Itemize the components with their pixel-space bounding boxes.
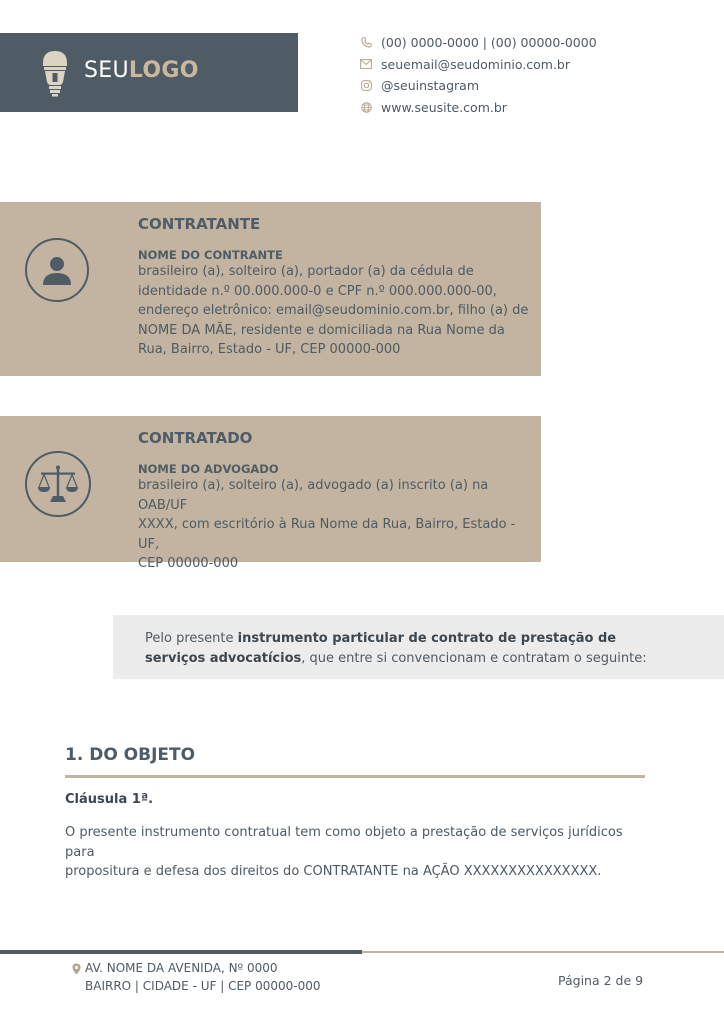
- intro-bold-2: serviços advocatícios: [145, 651, 302, 666]
- party-name: NOME DO CONTRANTE: [138, 248, 283, 262]
- intro-suffix: , que entre si convencionam e contratam o seguinte:: [301, 651, 647, 666]
- party-desc-line: endereço eletrônico: email@seudominio.com.br, filho (a) de: [138, 303, 529, 318]
- footer-address-line-1: AV. NOME DA AVENIDA, Nº 0000: [85, 961, 278, 975]
- contact-instagram-text: @seuinstagram: [381, 78, 480, 94]
- contact-email-text: seuemail@seudominio.com.br: [381, 56, 570, 72]
- footer-address-line-2: BAIRRO | CIDADE - UF | CEP 00000-000: [85, 978, 321, 993]
- globe-icon: [360, 101, 372, 113]
- footer-divider-dark: [0, 950, 362, 954]
- logo-bar: [0, 33, 298, 112]
- lightbulb-logo-icon: [40, 49, 70, 97]
- person-icon: [40, 253, 74, 287]
- intro-box: [113, 615, 724, 679]
- party-desc-line: identidade n.º 00.000.000-0 e CPF n.º 000.000.000-00,: [138, 283, 497, 299]
- clause-heading: Cláusula 1ª.: [65, 792, 154, 807]
- contact-email: [360, 54, 597, 76]
- party-desc-line: Rua, Bairro, Estado - UF, CEP 00000-000: [138, 342, 401, 357]
- email-icon: [360, 58, 372, 70]
- party-desc-line: CEP 00000-000: [138, 556, 239, 571]
- clause-body: [65, 823, 655, 882]
- scales-icon-circle: [25, 451, 91, 517]
- contratado-box: [0, 416, 541, 571]
- contact-instagram: [360, 75, 597, 97]
- intro-text: [145, 629, 715, 669]
- party-name: NOME DO ADVOGADO: [138, 462, 279, 476]
- logo-text: SEULOGO: [84, 58, 199, 83]
- party-title: CONTRATANTE: [138, 215, 261, 233]
- party-description: [138, 262, 530, 360]
- clause-body-line: O presente instrumento contratual tem como objeto a prestação de serviços jurídicos para: [65, 825, 623, 860]
- contratante-box: [0, 202, 541, 376]
- section-title: 1. DO OBJETO: [65, 745, 196, 765]
- instagram-icon: [360, 80, 372, 92]
- contact-info: [360, 32, 597, 118]
- contact-website: [360, 97, 597, 119]
- party-title: CONTRATADO: [138, 429, 253, 447]
- phone-icon: [360, 37, 372, 49]
- party-desc-line: brasileiro (a), solteiro (a), advogado (a) inscrito (a) na OAB/UF: [138, 478, 489, 513]
- party-desc-line: XXXX, com escritório à Rua Nome da Rua, Bairro, Estado - UF,: [138, 517, 516, 552]
- footer-divider-light: [362, 951, 724, 953]
- section-divider: [65, 775, 645, 778]
- party-desc-line: NOME DA MÃE, residente e domiciliada na Rua Nome da: [138, 322, 505, 338]
- party-description: [138, 476, 530, 574]
- party-desc-line: brasileiro (a), solteiro (a), portador (a) da cédula de: [138, 264, 474, 279]
- map-pin-icon: [72, 963, 81, 975]
- scales-of-justice-icon: [36, 464, 80, 504]
- intro-bold-1: instrumento particular de contrato de prestação de: [237, 631, 617, 646]
- contact-phone-text: (00) 0000-0000 | (00) 00000-0000: [381, 35, 597, 51]
- footer-address: [72, 960, 321, 995]
- contact-phone: [360, 32, 597, 54]
- contact-website-text: www.seusite.com.br: [381, 99, 507, 115]
- person-icon-circle: [25, 238, 89, 302]
- clause-body-line: propositura e defesa dos direitos do CONTRATANTE na AÇÃO XXXXXXXXXXXXXXX.: [65, 864, 602, 879]
- page-number: Página 2 de 9: [558, 973, 644, 988]
- intro-prefix: Pelo presente: [145, 631, 238, 646]
